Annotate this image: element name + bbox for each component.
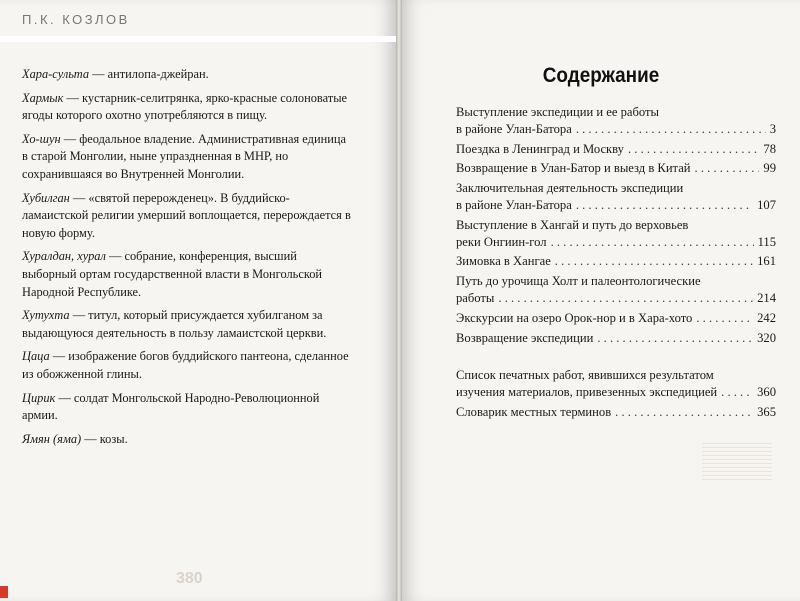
glossary-definition: — изображение богов буддийского пантеона, сделанное из обожженной глины. <box>22 349 349 381</box>
toc-page-number: 115 <box>757 234 776 249</box>
dot-leader <box>615 404 753 421</box>
toc-page-number: 360 <box>757 385 776 400</box>
toc-entry[interactable] <box>456 160 776 177</box>
dot-leader <box>721 384 753 401</box>
glossary-term: Хармык <box>22 90 64 105</box>
toc-entry[interactable] <box>456 273 776 307</box>
glossary-entry <box>22 307 352 342</box>
dot-leader <box>551 234 754 251</box>
toc-page-number: 78 <box>763 141 776 156</box>
toc-entry[interactable] <box>456 253 776 270</box>
toc-entry[interactable] <box>456 367 776 401</box>
toc-entry-title: Словарик местных терминов <box>456 404 612 419</box>
glossary-entry <box>22 390 352 425</box>
dot-leader <box>498 290 753 307</box>
toc-entry-title: Список печатных работ, явившихся результатом <box>456 368 714 383</box>
glossary-definition: — собрание, конференция, высший выборный ортам государственной власти в Монгольской Народной Республике. <box>22 249 323 299</box>
toc-page-number: 3 <box>769 121 776 136</box>
bleed-through-barcode <box>702 440 772 480</box>
dot-leader <box>555 253 753 270</box>
glossary-definition: — феодальное владение. Административная единица в старой Монголии, ныне упраздненная в МНР, но сохранившаяся во Внутренней Монголии. <box>22 131 346 181</box>
toc-page-number: 99 <box>763 161 776 176</box>
glossary-definition: — кустарник-селитрянка, ярко-красные солоноватые ягоды которого охотно употребляются в пищу. <box>22 90 348 123</box>
dot-leader <box>576 197 753 214</box>
glossary-definition: — козы. <box>81 431 128 446</box>
page-number: 380 <box>176 570 203 587</box>
glossary-term: Хуралдан, хурал <box>22 249 106 264</box>
toc-entry[interactable] <box>456 404 776 421</box>
glossary-entry <box>22 66 352 84</box>
toc-title: Содержание <box>542 64 660 87</box>
glossary-entry <box>22 348 352 383</box>
toc-entry-title: изучения материалов, привезенных экспедицией <box>456 385 718 400</box>
header-rule <box>0 36 396 42</box>
toc-entry[interactable] <box>456 310 776 327</box>
dot-leader <box>695 160 760 177</box>
toc-page-number: 242 <box>757 310 776 325</box>
toc-page-number: 320 <box>757 330 776 345</box>
toc-entry-title: реки Онгиин-гол <box>456 234 547 249</box>
glossary-entry <box>22 90 352 125</box>
glossary-list <box>22 66 352 454</box>
toc-entry-title: в районе Улан-Батора <box>456 121 572 136</box>
left-page <box>0 0 396 601</box>
dot-leader <box>696 310 753 327</box>
glossary-term: Цаца <box>22 349 50 364</box>
glossary-definition: — «святой перерожденец». В буддийско-ламаистской религии умерший воплощается, перерождается в новую форму. <box>22 190 351 240</box>
right-page <box>402 0 800 601</box>
toc-entry-title: Экскурсии на озеро Орок-нор и в Хара-хото <box>456 310 693 325</box>
glossary-definition: — антилопа-джейран. <box>89 67 209 81</box>
toc-entry-title: Путь до урочища Холт и палеонтологические <box>456 274 701 289</box>
table-of-contents <box>456 104 776 424</box>
glossary-entry <box>22 190 352 243</box>
glossary-definition: — солдат Монгольской Народно-Революционной армии. <box>22 390 320 423</box>
toc-entry-title: Зимовка в Хангае <box>456 254 551 269</box>
glossary-term: Хара-сульта <box>22 67 90 81</box>
glossary-term: Хо-шун <box>22 131 61 146</box>
glossary-term: Хубилган <box>22 190 70 205</box>
toc-spacer <box>456 349 776 367</box>
toc-entry-title: Возвращение экспедиции <box>456 330 594 345</box>
glossary-entry <box>22 131 352 184</box>
toc-entry[interactable] <box>456 104 776 138</box>
toc-entry[interactable] <box>456 217 776 251</box>
running-head: П.К. КОЗЛОВ <box>22 12 130 27</box>
dot-leader <box>628 141 759 158</box>
glossary-term: Цирик <box>22 390 56 405</box>
glossary-entry <box>22 248 352 301</box>
toc-entry[interactable] <box>456 180 776 214</box>
toc-entry-title: Заключительная деятельность экспедиции <box>456 181 684 196</box>
glossary-term: Хутухта <box>22 308 70 323</box>
toc-entry[interactable] <box>456 141 776 158</box>
toc-entry-title: работы <box>456 290 495 305</box>
toc-entry-title: Возвращение в Улан-Батор и выезд в Китай <box>456 161 691 176</box>
toc-page-number: 161 <box>757 254 776 269</box>
toc-entry-title: Выступление экспедиции и ее работы <box>456 105 660 119</box>
edge-marker <box>0 586 8 598</box>
toc-entry[interactable] <box>456 330 776 347</box>
toc-entry-title: Выступление в Хангай и путь до верховьев <box>456 217 689 232</box>
toc-entry-title: Поездка в Ленинград и Москву <box>456 141 624 156</box>
glossary-entry <box>22 431 352 449</box>
glossary-definition: — титул, который присуждается хубилганом за выдающуюся деятельность в пользу ламаистской церкви. <box>22 308 327 340</box>
toc-page-number: 107 <box>757 197 776 212</box>
toc-entry-title: в районе Улан-Батора <box>456 197 572 212</box>
toc-page-number: 214 <box>757 290 776 305</box>
toc-page-number: 365 <box>757 404 776 419</box>
dot-leader <box>597 330 753 347</box>
dot-leader <box>576 121 766 138</box>
glossary-term: Ямян (яма) <box>22 431 82 446</box>
